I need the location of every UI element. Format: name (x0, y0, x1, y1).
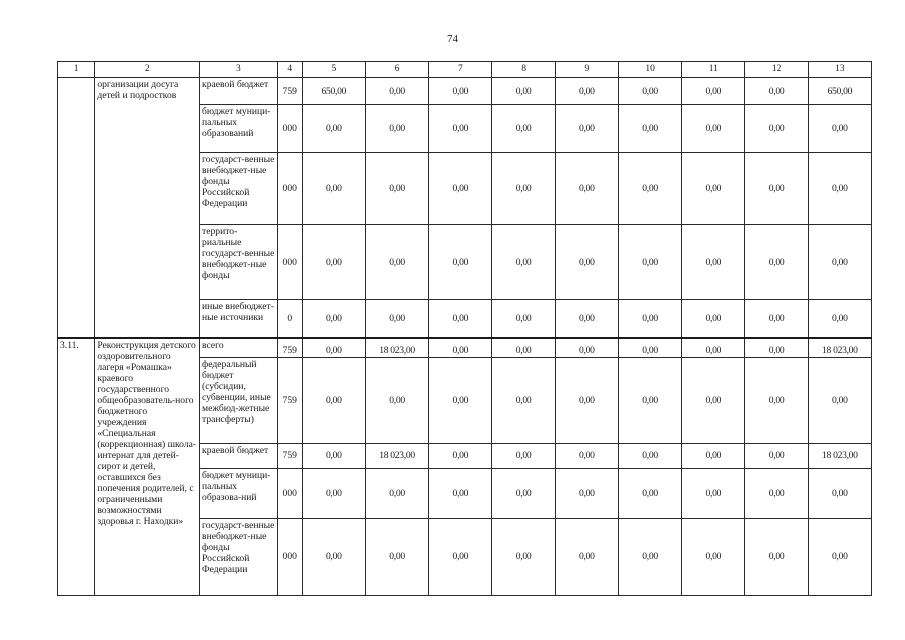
value-cell: 0,00 (555, 468, 618, 518)
column-number-header: 8 (492, 62, 555, 78)
value-cell: 0,00 (555, 225, 618, 300)
value-cell: 0,00 (492, 105, 555, 153)
funding-source-cell: террито-риальные государст-венные внебюджет-ные фонды (200, 225, 278, 300)
value-cell: 0,00 (492, 78, 555, 105)
value-cell: 0,00 (492, 357, 555, 443)
value-cell: 0,00 (618, 300, 681, 338)
code-cell: 0 (277, 300, 302, 338)
value-cell: 0,00 (492, 153, 555, 225)
value-cell: 0,00 (618, 153, 681, 225)
value-cell: 0,00 (745, 105, 808, 153)
value-cell: 0,00 (682, 153, 745, 225)
value-cell: 0,00 (682, 300, 745, 338)
value-cell: 0,00 (808, 105, 871, 153)
value-cell: 0,00 (492, 338, 555, 358)
value-cell: 0,00 (492, 443, 555, 468)
table-row (58, 78, 872, 105)
funding-source-cell: государст-венные внебюджет-ные фонды Российской Федерации (200, 153, 278, 225)
value-cell: 0,00 (429, 78, 492, 105)
value-cell: 18 023,00 (365, 443, 428, 468)
column-number-header: 2 (95, 62, 200, 78)
code-cell: 759 (277, 443, 302, 468)
value-cell: 0,00 (555, 78, 618, 105)
column-number-header: 12 (745, 62, 808, 78)
value-cell: 0,00 (618, 78, 681, 105)
value-cell: 0,00 (302, 153, 365, 225)
column-number-header: 5 (302, 62, 365, 78)
value-cell: 0,00 (492, 300, 555, 338)
value-cell: 650,00 (808, 78, 871, 105)
item-name-cell: Реконструкция детского оздоровительного лагеря «Ромашка» краевого государственного общеобразователь-ного бюджетного учреждения «Специальная (коррекционная) школа-интернат для детей-сирот и детей, оставшихся без попечения родителей, с ограниченными возможностями здоровья г. Находки» (95, 338, 200, 596)
value-cell: 0,00 (302, 518, 365, 595)
value-cell: 0,00 (618, 518, 681, 595)
value-cell: 0,00 (429, 468, 492, 518)
code-cell: 000 (277, 468, 302, 518)
budget-table (57, 61, 872, 596)
value-cell: 0,00 (492, 225, 555, 300)
value-cell: 0,00 (429, 357, 492, 443)
value-cell: 0,00 (682, 443, 745, 468)
value-cell: 0,00 (302, 468, 365, 518)
funding-source-cell: всего (200, 338, 278, 358)
column-number-header: 1 (58, 62, 95, 78)
value-cell: 0,00 (555, 300, 618, 338)
value-cell: 0,00 (365, 153, 428, 225)
value-cell: 0,00 (429, 225, 492, 300)
column-number-header: 10 (618, 62, 681, 78)
value-cell: 0,00 (808, 357, 871, 443)
code-cell: 000 (277, 225, 302, 300)
value-cell: 0,00 (745, 153, 808, 225)
funding-source-cell: иные внебюджет-ные источники (200, 300, 278, 338)
funding-source-cell: федеральный бюджет (субсидии, субвенции, иные межбюд-жетные трансферты) (200, 357, 278, 443)
value-cell: 0,00 (618, 468, 681, 518)
value-cell: 0,00 (492, 518, 555, 595)
value-cell: 0,00 (555, 518, 618, 595)
item-name-cell: организации досуга детей и подростков (95, 78, 200, 338)
value-cell: 0,00 (302, 225, 365, 300)
value-cell: 0,00 (618, 225, 681, 300)
column-number-row (58, 62, 872, 78)
value-cell: 0,00 (365, 105, 428, 153)
code-cell: 000 (277, 105, 302, 153)
value-cell: 0,00 (429, 443, 492, 468)
value-cell: 0,00 (555, 105, 618, 153)
value-cell: 0,00 (618, 443, 681, 468)
code-cell: 759 (277, 357, 302, 443)
value-cell: 0,00 (429, 338, 492, 358)
value-cell: 0,00 (745, 300, 808, 338)
value-cell: 18 023,00 (808, 338, 871, 358)
value-cell: 0,00 (808, 153, 871, 225)
value-cell: 0,00 (365, 78, 428, 105)
column-number-header: 7 (429, 62, 492, 78)
value-cell: 0,00 (618, 105, 681, 153)
value-cell: 0,00 (555, 338, 618, 358)
value-cell: 0,00 (555, 153, 618, 225)
funding-source-cell: бюджет муници-пальных образований (200, 105, 278, 153)
value-cell: 0,00 (682, 357, 745, 443)
value-cell: 0,00 (365, 357, 428, 443)
value-cell: 0,00 (745, 518, 808, 595)
column-number-header: 9 (555, 62, 618, 78)
column-number-header: 6 (365, 62, 428, 78)
value-cell: 0,00 (302, 443, 365, 468)
value-cell: 0,00 (302, 338, 365, 358)
value-cell: 0,00 (429, 300, 492, 338)
funding-source-cell: краевой бюджет (200, 443, 278, 468)
value-cell: 0,00 (429, 105, 492, 153)
code-cell: 000 (277, 518, 302, 595)
item-number-cell (58, 78, 95, 338)
funding-source-cell: краевой бюджет (200, 78, 278, 105)
value-cell: 0,00 (618, 357, 681, 443)
value-cell: 0,00 (555, 443, 618, 468)
value-cell: 0,00 (745, 468, 808, 518)
value-cell: 0,00 (682, 225, 745, 300)
value-cell: 0,00 (808, 225, 871, 300)
value-cell: 0,00 (302, 357, 365, 443)
value-cell: 0,00 (365, 518, 428, 595)
value-cell: 650,00 (302, 78, 365, 105)
column-number-header: 11 (682, 62, 745, 78)
value-cell: 0,00 (745, 443, 808, 468)
value-cell: 0,00 (618, 338, 681, 358)
table-row (58, 338, 872, 358)
value-cell: 0,00 (808, 518, 871, 595)
column-number-header: 3 (200, 62, 278, 78)
value-cell: 0,00 (302, 300, 365, 338)
page-number: 74 (447, 33, 458, 45)
value-cell: 0,00 (429, 518, 492, 595)
value-cell: 18 023,00 (808, 443, 871, 468)
value-cell: 0,00 (745, 225, 808, 300)
value-cell: 0,00 (555, 357, 618, 443)
value-cell: 0,00 (808, 468, 871, 518)
value-cell: 0,00 (682, 105, 745, 153)
item-number-cell: 3.11. (58, 338, 95, 596)
value-cell: 0,00 (745, 338, 808, 358)
code-cell: 759 (277, 338, 302, 358)
value-cell: 0,00 (682, 518, 745, 595)
value-cell: 0,00 (492, 468, 555, 518)
funding-source-cell: государст-венные внебюджет-ные фонды Российской Федерации (200, 518, 278, 595)
value-cell: 0,00 (682, 338, 745, 358)
value-cell: 0,00 (808, 300, 871, 338)
value-cell: 0,00 (365, 300, 428, 338)
column-number-header: 13 (808, 62, 871, 78)
column-number-header: 4 (277, 62, 302, 78)
code-cell: 000 (277, 153, 302, 225)
value-cell: 0,00 (302, 105, 365, 153)
value-cell: 0,00 (745, 357, 808, 443)
value-cell: 18 023,00 (365, 338, 428, 358)
value-cell: 0,00 (682, 468, 745, 518)
value-cell: 0,00 (365, 225, 428, 300)
value-cell: 0,00 (682, 78, 745, 105)
value-cell: 0,00 (365, 468, 428, 518)
value-cell: 0,00 (745, 78, 808, 105)
code-cell: 759 (277, 78, 302, 105)
funding-source-cell: бюджет муници-пальных образова-ний (200, 468, 278, 518)
value-cell: 0,00 (429, 153, 492, 225)
